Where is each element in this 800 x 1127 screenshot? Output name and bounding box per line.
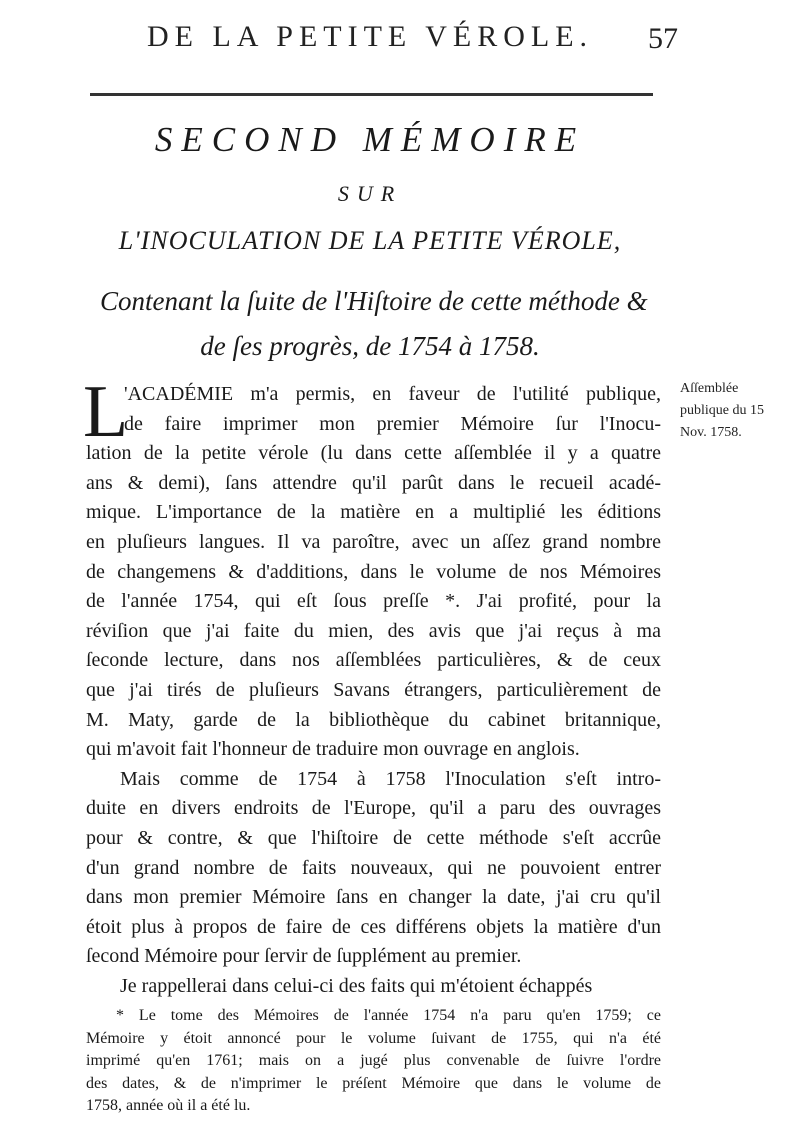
footnote-line: Mémoire y étoit annoncé pour le volume ſuivant de 1755, qui n'a été xyxy=(86,1029,661,1047)
footnote xyxy=(86,1005,661,1118)
header-rule xyxy=(90,93,653,96)
body-line: ſeconde lecture, dans nos aſſemblées particulières, & de ceux xyxy=(86,649,661,672)
memoir-title: SECOND MÉMOIRE xyxy=(154,120,586,159)
body-line: pour & contre, & que l'hiſtoire de cette méthode s'eſt accrûe xyxy=(86,826,661,849)
running-title: DE LA PETITE VÉROLE. xyxy=(146,20,594,53)
title-contents-line-1: Contenant la ſuite de l'Hiſtoire de cette méthode & xyxy=(100,286,648,316)
body-text xyxy=(86,380,661,1001)
body-line: ans & demi), ſans attendre qu'il parût dans le recueil acadé- xyxy=(86,471,661,494)
body-line: mique. L'importance de la matière en a multiplié les éditions xyxy=(86,501,661,524)
footnote-line: 1758, année où il a été lu. xyxy=(86,1097,251,1114)
body-line: qui m'avoit fait l'honneur de traduire mon ouvrage en anglois. xyxy=(86,738,580,761)
margin-note-line: Nov. 1758. xyxy=(680,425,742,440)
title-contents-line-2: de ſes progrès, de 1754 à 1758. xyxy=(200,331,540,361)
body-line: ſecond Mémoire pour ſervir de ſupplément au premier. xyxy=(86,945,522,968)
memoir-subject: L'INOCULATION DE LA PETITE VÉROLE, xyxy=(118,226,622,255)
title-connector: SUR xyxy=(337,181,403,206)
running-header xyxy=(90,20,678,70)
body-line: Mais comme de 1754 à 1758 l'Inoculation s'eſt intro- xyxy=(120,767,661,790)
footnote-line: imprimé qu'en 1761; mais on a jugé plus convenable de ſuivre l'ordre xyxy=(86,1052,661,1069)
margin-note xyxy=(680,378,785,444)
body-line: 'ACADÉMIE m'a permis, en faveur de l'utilité publique, xyxy=(124,383,661,405)
page-number: 57 xyxy=(648,22,678,55)
body-line: que j'ai tirés de pluſieurs Savans étrangers, particulièrement de xyxy=(86,678,661,701)
footnote-line: des dates, & de n'imprimer le préſent Mémoire que dans le volume de xyxy=(86,1074,661,1092)
body-line: d'un grand nombre de faits nouveaux, qui ne pouvoient entrer xyxy=(86,856,661,879)
body-line: dans mon premier Mémoire ſans en changer la date, j'ai cru qu'il xyxy=(86,886,661,909)
margin-note-line: Aſſemblée xyxy=(680,381,739,396)
body-line: de l'année 1754, qui eſt ſous preſſe *. J'ai profité, pour la xyxy=(86,590,661,613)
body-line: étoit plus à propos de faire de ces différens objets la matière d'un xyxy=(86,915,661,938)
body-line: réviſion que j'ai faite du mien, des avis que j'ai reçus à ma xyxy=(86,619,661,642)
body-line: duite en divers endroits de l'Europe, qu'il a paru des ouvrages xyxy=(86,797,661,820)
body-line: en pluſieurs langues. Il va paroître, avec un aſſez grand nombre xyxy=(86,530,661,553)
body-line: de faire imprimer mon premier Mémoire ſur l'Inocu- xyxy=(124,412,661,435)
body-line: Je rappellerai dans celui-ci des faits qui m'étoient échappés xyxy=(120,974,593,997)
drop-cap: L xyxy=(83,371,129,453)
body-line: de changemens & d'additions, dans le volume de nos Mémoires xyxy=(86,560,661,583)
body-line: lation de la petite vérole (lu dans cette aſſemblée il y a quatre xyxy=(86,442,661,465)
margin-note-line: publique du 15 xyxy=(680,403,764,418)
body-line: M. Maty, garde de la bibliothèque du cabinet britannique, xyxy=(86,708,661,731)
footnote-line: * Le tome des Mémoires de l'année 1754 n'a paru qu'en 1759; ce xyxy=(116,1007,661,1024)
